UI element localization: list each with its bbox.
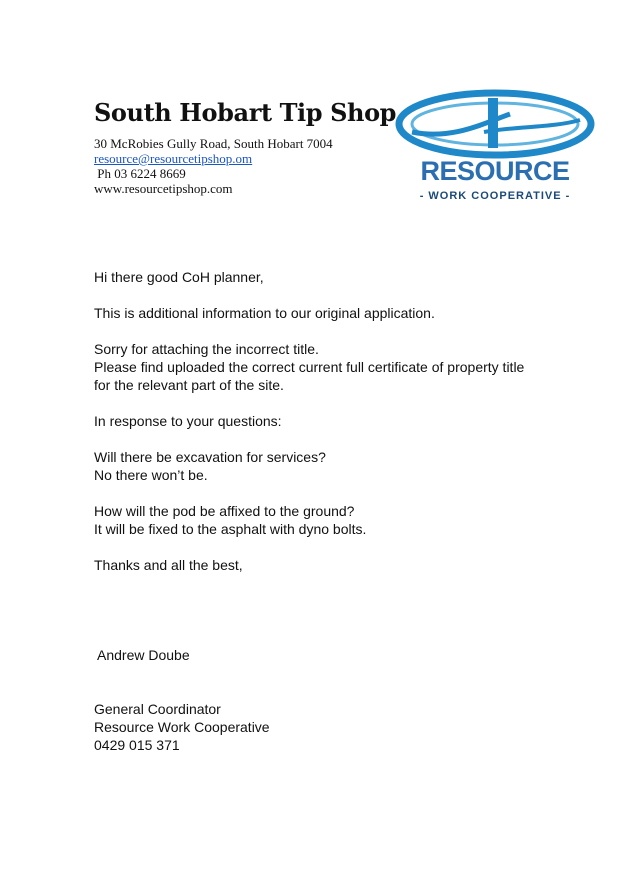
title-line-1: Sorry for attaching the incorrect title. xyxy=(94,341,319,357)
title-line-2: Please find uploaded the correct current full certificate of property title xyxy=(94,359,525,375)
answer-2: It will be fixed to the asphalt with dyno bolts. xyxy=(94,521,367,537)
qa-affixed xyxy=(94,502,564,538)
letterhead-title: South Hobart Tip Shop xyxy=(94,98,397,127)
email-link[interactable]: resource@resourcetipshop.om xyxy=(94,151,253,166)
question-1: Will there be excavation for services? xyxy=(94,449,326,465)
letterhead-contact xyxy=(94,136,333,196)
letter-body xyxy=(94,268,564,592)
signature-phone: 0429 015 371 xyxy=(94,737,180,753)
address-line: 30 McRobies Gully Road, South Hobart 7004 xyxy=(94,136,333,151)
paragraph-intro: This is additional information to our original application. xyxy=(94,305,435,321)
closing: Thanks and all the best, xyxy=(94,557,243,573)
logo-brand: RESOURCE xyxy=(420,156,570,186)
paragraph-title xyxy=(94,340,564,394)
paragraph-response: In response to your questions: xyxy=(94,413,282,429)
website-line: www.resourcetipshop.com xyxy=(94,181,233,196)
qa-excavation xyxy=(94,448,564,484)
signature-name: Andrew Doube xyxy=(97,647,190,663)
logo-tagline: - WORK COOPERATIVE - xyxy=(419,190,571,202)
greeting: Hi there good CoH planner, xyxy=(94,269,264,285)
title-line-3: for the relevant part of the site. xyxy=(94,377,284,393)
logo-ring-icon xyxy=(399,93,591,155)
question-2: How will the pod be affixed to the ground? xyxy=(94,503,355,519)
signature-org: Resource Work Cooperative xyxy=(94,719,270,735)
phone-line: Ph 03 6224 8669 xyxy=(94,166,186,181)
signature-block xyxy=(94,700,270,754)
signature-role: General Coordinator xyxy=(94,701,221,717)
answer-1: No there won’t be. xyxy=(94,467,208,483)
resource-logo xyxy=(392,84,598,204)
